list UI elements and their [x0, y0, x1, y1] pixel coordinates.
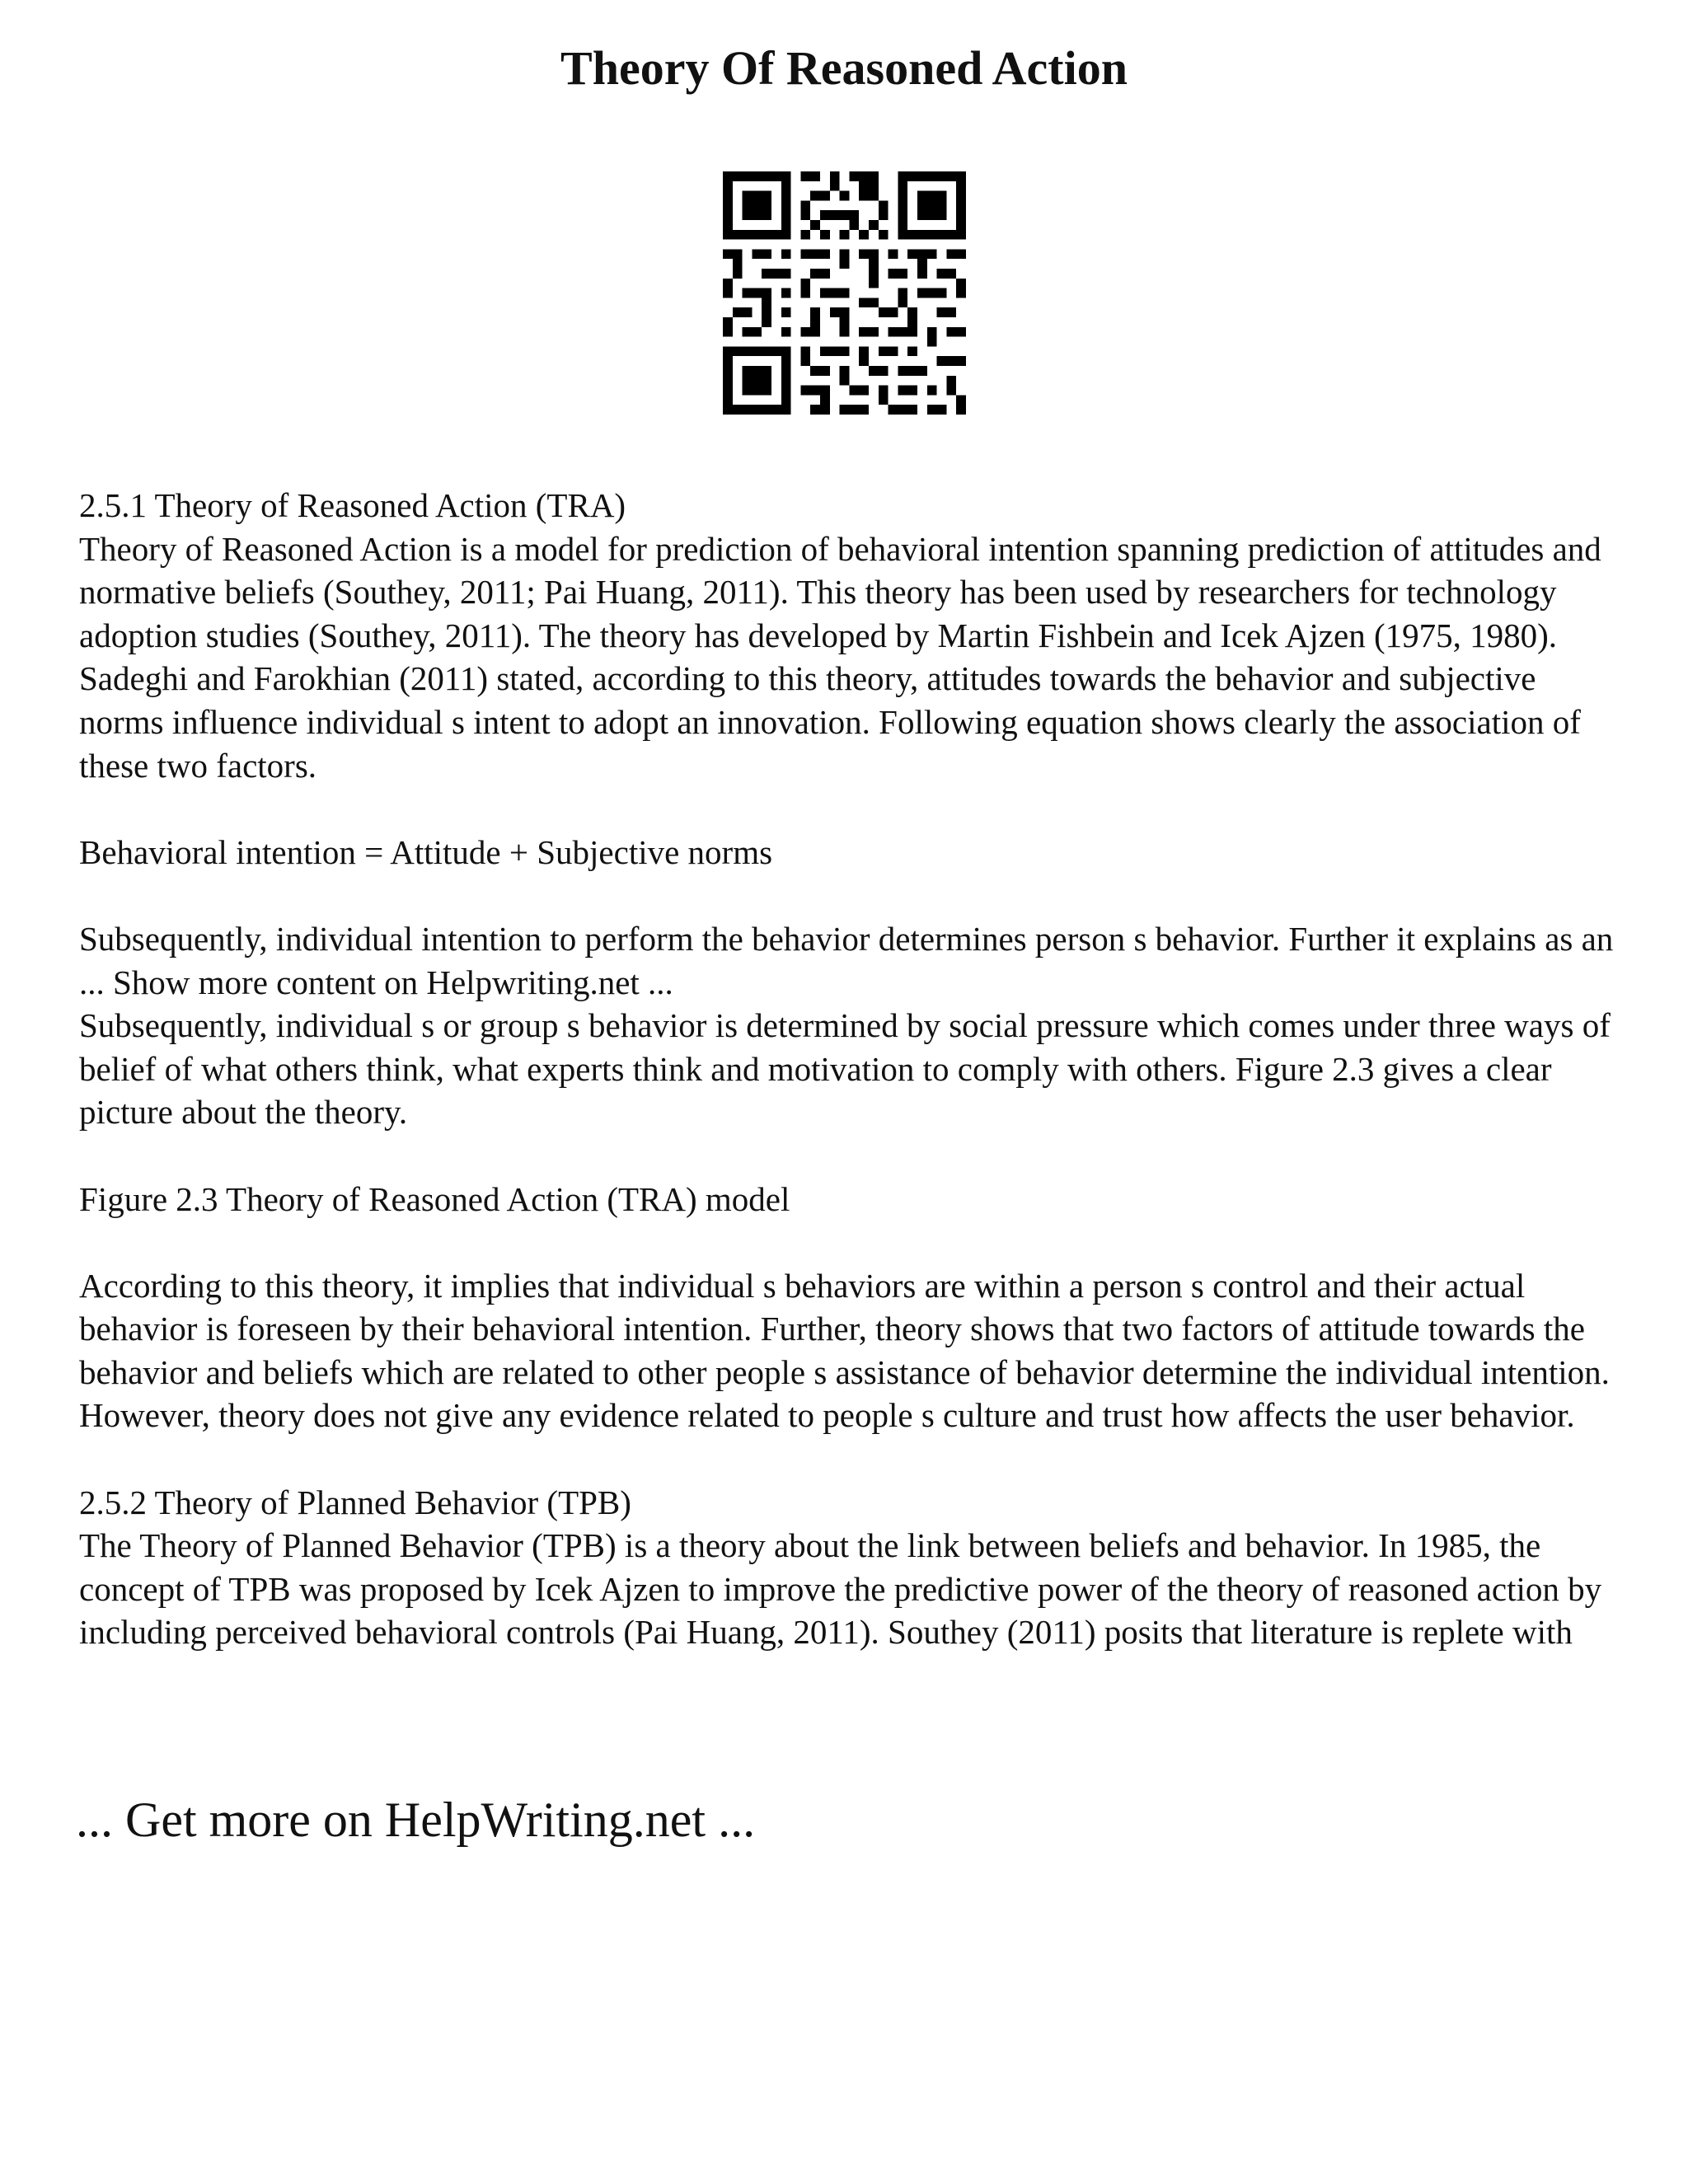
paragraph-social-pressure: Subsequently, individual s or group s behavior is determined by social pressure which comes under three ways of belief of what others think, what experts think and motivation to comply with others. Figure 2.3 gives a clear picture about the theory.: [79, 1006, 1620, 1132]
paragraph-subsequently: Subsequently, individual intention to perform the behavior determines person s behavior. Further it explains as an ... Show more content on Helpwriting.net ...: [79, 919, 1622, 1001]
page-title: Theory Of Reasoned Action: [560, 41, 1128, 95]
section-heading-tpb: 2.5.2 Theory of Planned Behavior (TPB): [79, 1483, 631, 1521]
section-heading-tra: 2.5.1 Theory of Reasoned Action (TRA): [79, 486, 626, 524]
qr-code-icon: [723, 171, 966, 415]
paragraph-tpb: The Theory of Planned Behavior (TPB) is a theory about the link between beliefs and behavior. In 1985, the concept of TPB was proposed by Icek Ajzen to improve the predictive power of the theory of reasoned action by including perceived behavioral controls (Pai Huang, 2011). Southey (2011) posits that literature is replete with: [79, 1526, 1611, 1652]
figure-caption: Figure 2.3 Theory of Reasoned Action (TRA) model: [79, 1179, 790, 1218]
article-body: [79, 484, 1629, 1654]
paragraph-tra-intro: Theory of Reasoned Action is a model for prediction of behavioral intention spanning prediction of attitudes and normative beliefs (Southey, 2011; Pai Huang, 2011). This theory has been used by researchers for technology adoption studies (Southey, 2011). The theory has developed by Martin Fishbein and Icek Ajzen (1975, 1980). Sadeghi and Farokhian (2011) stated, according to this theory, attitudes towards the behavior and subjective norms influence individual s intent to adopt an innovation. Following equation shows clearly the association of these two factors.: [79, 529, 1611, 785]
get-more-link[interactable]: ... Get more on HelpWriting.net ...: [76, 1793, 756, 1847]
paragraph-according: According to this theory, it implies that individual s behaviors are within a person s control and their actual behavior is foreseen by their behavioral intention. Further, theory shows that two factors of attitude towards the behavior and beliefs which are related to other people s assistance of behavior determine the individual intention. However, theory does not give any evidence related to people s culture and trust how affects the user behavior.: [79, 1266, 1619, 1435]
equation-text: Behavioral intention = Attitude + Subjective norms: [79, 832, 773, 871]
